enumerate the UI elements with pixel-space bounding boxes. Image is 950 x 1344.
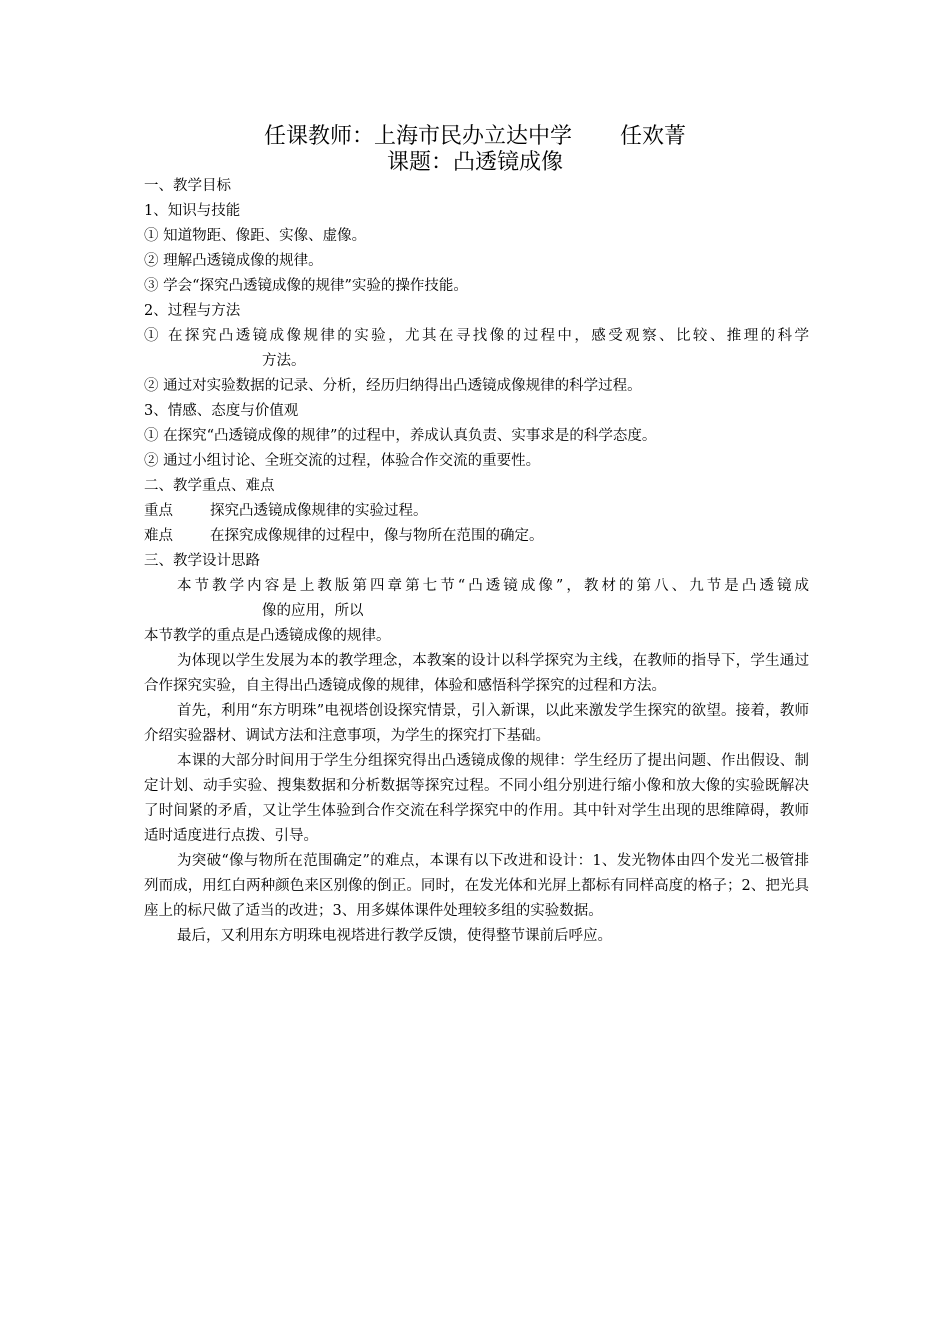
key-point-row xyxy=(144,499,809,524)
paragraph-line: 本节教学的重点是凸透镜成像的规律。 xyxy=(144,628,391,644)
list-item: ② 通过对实验数据的记录、分析，经历归纳得出凸透镜成像规律的科学过程。 xyxy=(144,378,642,394)
list-item: ② 通过小组讨论、全班交流的过程，体验合作交流的重要性。 xyxy=(144,453,541,469)
lesson-topic: 课题：凸透镜成像 xyxy=(386,150,563,175)
key-point-label: 重点 xyxy=(144,503,173,519)
paragraph: 本课的大部分时间用于学生分组探究得出凸透镜成像的规律：学生经历了提出问题、作出假设、制定计划、动手实验、搜集数据和分析数据等探究过程。不同小组分别进行缩小像和放大像的实验既解决了时间紧的矛盾，又让学生体验到合作交流在科学探究中的作用。其中针对学生出现的思维障碍，教师适时适度进行点拨、引导。 xyxy=(144,753,809,844)
subheading-knowledge-skills: 1、知识与技能 xyxy=(144,203,241,219)
section-heading-design: 三、教学设计思路 xyxy=(144,553,260,569)
subheading-attitude-values: 3、情感、态度与价值观 xyxy=(144,403,299,419)
list-item: ① 知道物距、像距、实像、虚像。 xyxy=(144,228,367,244)
difficulty-text: 在探究成像规律的过程中，像与物所在范围的确定。 xyxy=(210,528,544,544)
list-item: ③ 学会“探究凸透镜成像的规律”实验的操作技能。 xyxy=(144,278,468,294)
teacher-school: 任课教师：上海市民办立达中学 xyxy=(263,124,572,149)
key-point-text: 探究凸透镜成像规律的实验过程。 xyxy=(210,503,428,519)
section-heading-key-points: 二、教学重点、难点 xyxy=(144,478,275,494)
paragraph: 最后，又利用东方明珠电视塔进行教学反馈，使得整节课前后呼应。 xyxy=(177,928,612,944)
paragraph: 首先，利用“东方明珠”电视塔创设探究情景，引入新课，以此来激发学生探究的欲望。接着，教师介绍实验器材、调试方法和注意事项，为学生的探究打下基础。 xyxy=(144,703,809,744)
list-item: ① 在探究凸透镜成像规律的实验，尤其在寻找像的过程中，感受观察、比较、推理的科学 xyxy=(144,328,809,344)
paragraph: 为突破“像与物所在范围确定”的难点，本课有以下改进和设计：1、发光物体由四个发光二极管排列而成，用红白两种颜色来区别像的倒正。同时，在发光体和光屏上都标有同样高度的格子；2、把光具座上的标尺做了适当的改进；3、用多媒体课件处理较多组的实验数据。 xyxy=(144,853,809,919)
document-body xyxy=(144,174,809,949)
list-item: ② 理解凸透镜成像的规律。 xyxy=(144,253,323,269)
difficulty-label: 难点 xyxy=(144,528,173,544)
list-item-continuation: 方法。 xyxy=(262,353,306,369)
section-heading-objectives: 一、教学目标 xyxy=(144,178,231,194)
paragraph-line: 像的应用，所以 xyxy=(262,603,364,619)
teacher-name: 任欢菁 xyxy=(620,124,687,149)
subheading-process-method: 2、过程与方法 xyxy=(144,303,241,319)
list-item: ① 在探究“凸透镜成像的规律”的过程中，养成认真负责、实事求是的科学态度。 xyxy=(144,428,657,444)
difficulty-row xyxy=(144,524,809,549)
paragraph-line: 本节教学内容是上教版第四章第七节“凸透镜成像”，教材的第八、九节是凸透镜成 xyxy=(177,578,809,594)
paragraph: 为体现以学生发展为本的教学理念，本教案的设计以科学探究为主线，在教师的指导下，学生通过合作探究实验，自主得出凸透镜成像的规律，体验和感悟科学探究的过程和方法。 xyxy=(144,653,809,694)
